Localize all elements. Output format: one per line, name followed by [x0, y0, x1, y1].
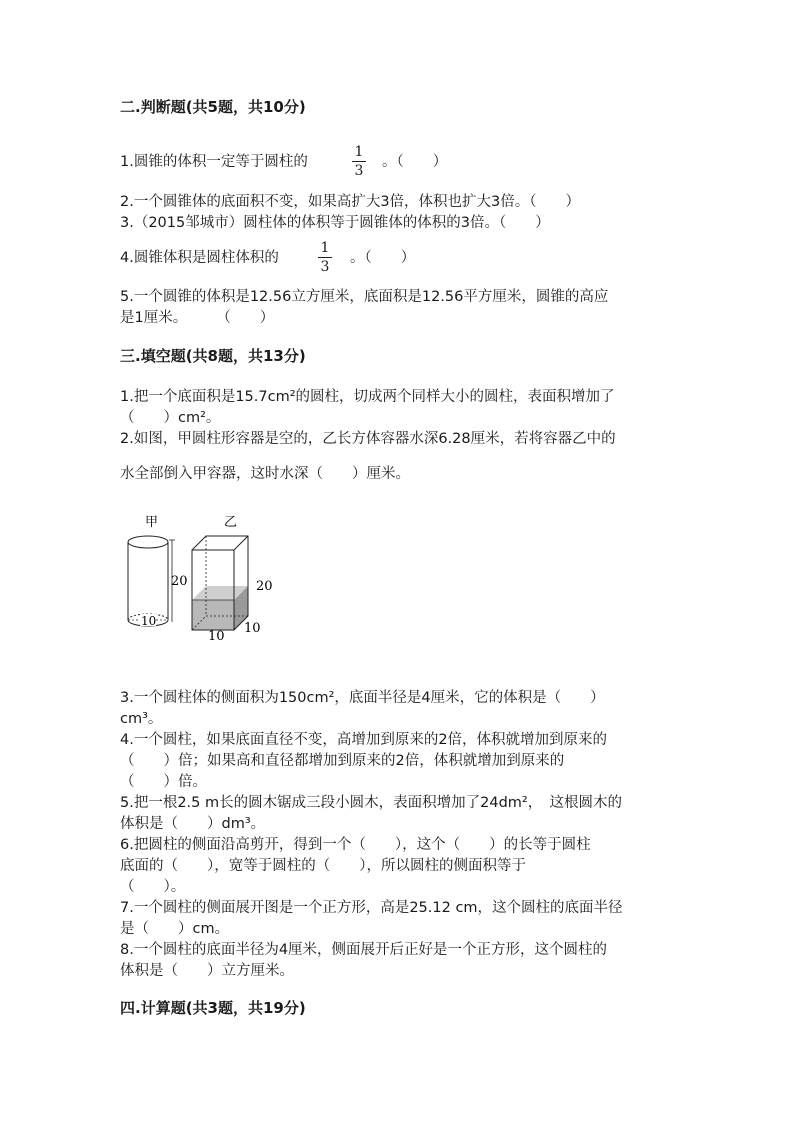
- fill-question-7-line2: 是（ ）cm。: [120, 921, 230, 937]
- judge-question-2: 2.一个圆锥体的底面积不变，如果高扩大3倍，体积也扩大3倍。（ ）: [120, 194, 581, 210]
- fill-question-4-line1: 4.一个圆柱，如果底面直径不变，高增加到原来的2倍，体积就增加到原来的: [120, 732, 608, 748]
- fraction-one-third: [352, 144, 366, 179]
- fraction-one-third: [318, 240, 332, 275]
- cuboid-label: 乙: [224, 515, 238, 530]
- judge-question-5-line1: 5.一个圆锥的体积是12.56立方厘米，底面积是12.56平方厘米，圆锥的高应: [120, 289, 609, 305]
- fill-question-2-line2: 水全部倒入甲容器，这时水深（ ）厘米。: [120, 466, 410, 482]
- fill-question-3-line2: cm³。: [120, 711, 163, 727]
- cylinder-label: 甲: [145, 515, 159, 530]
- judge-q1-text: 1.圆锥的体积一定等于圆柱的: [120, 154, 308, 170]
- fill-question-4-line3: （ ）倍。: [120, 774, 207, 790]
- fraction-numerator: 1: [320, 240, 330, 256]
- judge-question-3: 3.（2015邹城市）圆柱体的体积等于圆锥体的体积的3倍。（ ）: [120, 215, 550, 231]
- fill-question-5-line2: 体积是（ ）dm³。: [120, 816, 266, 832]
- cuboid-container: [192, 515, 273, 642]
- fill-question-3-line1: 3.一个圆柱体的侧面积为150cm²，底面半径是4厘米，它的体积是（ ）: [120, 690, 605, 706]
- cylinder-height-label: 20: [171, 574, 188, 589]
- fill-question-1-line1: 1.把一个底面积是15.7cm²的圆柱，切成两个同样大小的圆柱，表面积增加了: [120, 389, 615, 405]
- fill-question-6-line2: 底面的（ ），宽等于圆柱的（ ），所以圆柱的侧面积等于: [120, 858, 526, 874]
- fraction-bar: [318, 257, 332, 258]
- fraction-bar: [352, 161, 366, 162]
- cylinder-top: [128, 536, 168, 548]
- fill-question-5-line1: 5.把一根2.5 m长的圆木锯成三段小圆木，表面积增加了24dm²， 这根圆木的: [120, 795, 622, 811]
- section-title-calculation: 四.计算题(共3题，共19分): [120, 999, 306, 1017]
- cylinder-diameter-label: 10: [141, 614, 157, 628]
- cuboid-depth-label: 10: [244, 621, 261, 636]
- fill-question-4-line2: （ ）倍；如果高和直径都增加到原来的2倍，体积就增加到原来的: [120, 753, 565, 769]
- judge-q4-blank: 。（ ）: [350, 250, 416, 266]
- containers-figure: [120, 512, 290, 642]
- water-front-face: [192, 600, 234, 630]
- judge-q1-blank: 。（ ）: [382, 154, 448, 170]
- cuboid-width-label: 10: [208, 629, 225, 642]
- fraction-denominator: 3: [354, 163, 364, 179]
- fill-question-1-line2: （ ）cm²。: [120, 410, 221, 426]
- cuboid-height-label: 20: [256, 579, 273, 594]
- fill-question-7-line1: 7.一个圆柱的侧面展开图是一个正方形，高是25.12 cm，这个圆柱的底面半径: [120, 900, 623, 916]
- section-title-judgement: 二.判断题(共5题，共10分): [120, 98, 306, 116]
- judge-question-5-line2: 是1厘米。 （ ）: [120, 310, 275, 326]
- cuboid-top-edge: [234, 536, 248, 550]
- judge-q4-text: 4.圆锥体积是圆柱体积的: [120, 250, 279, 266]
- section-title-fill-in: 三.填空题(共8题，共13分): [120, 347, 306, 365]
- fill-question-8-line1: 8.一个圆柱的底面半径为4厘米，侧面展开后正好是一个正方形，这个圆柱的: [120, 942, 608, 958]
- fraction-denominator: 3: [320, 259, 330, 275]
- fill-question-2-line1: 2.如图，甲圆柱形容器是空的，乙长方体容器水深6.28厘米，若将容器乙中的: [120, 431, 616, 447]
- cylinder-container: [128, 515, 188, 628]
- fill-question-6-line1: 6.把圆柱的侧面沿高剪开，得到一个（ ），这个（ ）的长等于圆柱: [120, 837, 591, 853]
- fill-question-6-line3: （ ）。: [120, 879, 186, 895]
- fraction-numerator: 1: [354, 144, 364, 160]
- fill-question-8-line2: 体积是（ ）立方厘米。: [120, 963, 294, 979]
